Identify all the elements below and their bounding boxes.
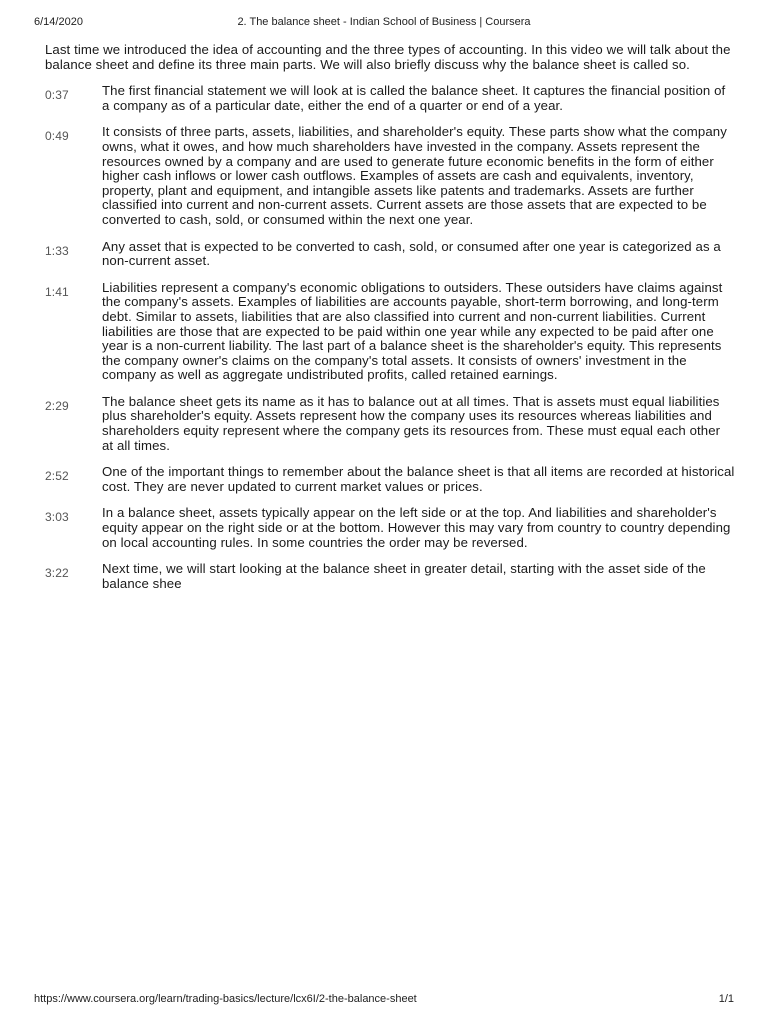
- timestamp[interactable]: 1:33: [45, 243, 69, 258]
- segment-text: Any asset that is expected to be converted to cash, sold, or consumed after one year is categorized as a non-current asset.: [102, 238, 721, 269]
- timestamp[interactable]: 2:29: [45, 398, 69, 413]
- transcript-segment: [45, 240, 735, 269]
- print-footer: [34, 993, 734, 1007]
- transcript: [45, 43, 735, 603]
- transcript-segment: [45, 506, 735, 550]
- transcript-segment: [45, 125, 735, 227]
- timestamp[interactable]: 3:03: [45, 510, 69, 525]
- page-number: 1/1: [718, 993, 734, 1005]
- segment-text: Liabilities represent a company's economic obligations to outsiders. These outsiders have claims against the company's assets. Examples of liabilities are accounts payable, short-term borrowing, and long-term debt. Similar to assets, liabilities that are also classified into current and non-current liabilities. Current liabilities are those that are expected to be paid within one year while any expected to be paid after one year is a non-current liability. The last part of a balance sheet is the shareholder's equity. This represents the company owner's claims on the company's total assets. It consists of owners' investment in the company as well as aggregate undistributed profits, called retained earnings.: [102, 279, 723, 383]
- timestamp[interactable]: 0:37: [45, 88, 69, 103]
- transcript-segment: [45, 281, 735, 383]
- transcript-segment: [45, 465, 735, 494]
- timestamp[interactable]: 3:22: [45, 566, 69, 581]
- segment-text: It consists of three parts, assets, liabilities, and shareholder's equity. These parts show what the company owns, what it owes, and how much shareholders have invested in the company. Assets represent the resources owned by a company and are used to generate future economic benefits in the form of either higher cash inflows or lower cash outflows. Examples of assets are cash and equivalents, inventory, property, plant and equipment, and intangible assets like patents and trademarks. Assets are further classified into current and non-current assets. Current assets are those assets that are expected to be converted to cash, sold, or consumed within the next one year.: [102, 124, 727, 227]
- print-header: [34, 16, 734, 30]
- page-title: 2. The balance sheet - Indian School of Business | Coursera: [237, 16, 531, 28]
- timestamp[interactable]: 2:52: [45, 469, 69, 484]
- segment-text: In a balance sheet, assets typically appear on the left side or at the top. And liabilities and shareholder's equity appear on the right side or at the bottom. However this may vary from country to country depending on local accounting rules. In some countries the order may be reversed.: [102, 505, 731, 550]
- segment-text: The balance sheet gets its name as it has to balance out at all times. That is assets must equal liabilities plus shareholder's equity. Assets represent how the company uses its resources whereas liabilities and shareholders equity represent where the company gets its resources from. These must equal each other at all times.: [102, 393, 721, 453]
- transcript-segment: [45, 395, 735, 453]
- page-url[interactable]: https://www.coursera.org/learn/trading-basics/lecture/lcx6I/2-the-balance-sheet: [34, 993, 417, 1005]
- print-date: 6/14/2020: [34, 16, 83, 28]
- segment-text: The first financial statement we will look at is called the balance sheet. It captures the financial position of a company as of a particular date, either the end of a quarter or end of a year.: [102, 83, 726, 113]
- transcript-segment: [45, 562, 735, 591]
- segment-text: One of the important things to remember about the balance sheet is that all items are recorded at historical cost. They are never updated to current market values or prices.: [102, 464, 735, 494]
- transcript-segment: [45, 84, 735, 113]
- segment-text: Next time, we will start looking at the balance sheet in greater detail, starting with the asset side of the balance shee: [102, 561, 706, 591]
- timestamp[interactable]: 1:41: [45, 284, 69, 299]
- transcript-intro: Last time we introduced the idea of accounting and the three types of accounting. In this video we will talk about the balance sheet and define its three main parts. We will also briefly discuss why the balance sheet is called so.: [45, 42, 731, 72]
- timestamp[interactable]: 0:49: [45, 129, 69, 144]
